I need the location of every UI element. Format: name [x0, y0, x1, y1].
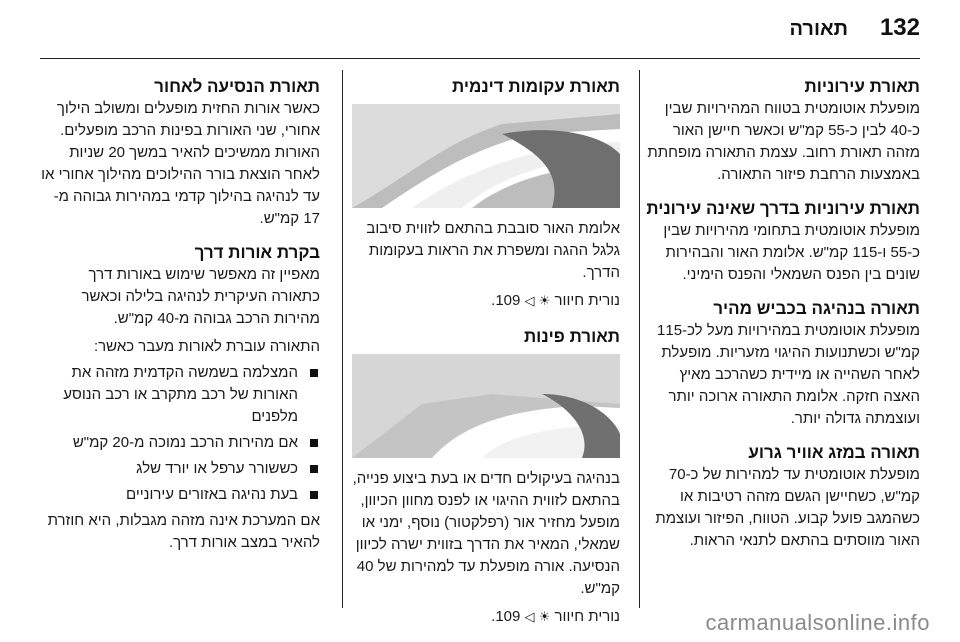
- section-high-beam-assist: [38, 242, 320, 554]
- list-item: המצלמה בשמשה הקדמית מזהה את האורות של רכב מתקרב או רכב הנוסע מלפנים: [38, 362, 320, 428]
- reference-label: נורית חיוור: [554, 292, 620, 309]
- condition-list: [38, 362, 320, 506]
- section-body: מופעלת אוטומטית בטווח המהירויות שבין כ-40 לבין כ-55 קמ"ש וכאשר חיישן האור מזהה תאורת רחוב. עצמת התאורה מופחתת באמצעות הרחבת פיזור התאורה.: [647, 100, 920, 183]
- header-divider: [40, 58, 920, 59]
- bulb-icon: ☀: [538, 293, 551, 308]
- column-right: [640, 76, 920, 564]
- reference-label: נורית חיוור: [554, 608, 620, 625]
- section-outro: אם המערכת אינה מזהה מגבלות, היא חוזרת להאיר במצב אורות דרך.: [47, 512, 320, 551]
- arrow-icon: ◁: [524, 609, 535, 624]
- section-title: תאורת עקומות דינמית: [452, 77, 620, 96]
- section-country-lighting: [640, 198, 920, 286]
- section-title: תאורה בנהיגה בכביש מהיר: [713, 299, 920, 318]
- page-header: [0, 0, 960, 62]
- section-intro: התאורה עוברת לאורות מעבר כאשר:: [94, 338, 320, 355]
- section-title: תאורת הנסיעה לאחור: [154, 77, 320, 96]
- list-item: כששורר ערפל או יורד שלג: [38, 458, 320, 480]
- section-body: מופעלת אוטומטית עד למהירות של כ-70 קמ"ש, כשחיישן הגשם מזהה רטיבות או כשהמגב פועל קבוע. הטווח, הפיזור ועוצמת האור מווסתים בהתאם לתנאי הראות.: [655, 466, 920, 549]
- list-item: אם מהירות הרכב נמוכה מ-20 קמ"ש: [38, 432, 320, 454]
- section-urban-lighting: [640, 76, 920, 186]
- section-title: תאורת עירוניות בדרך שאינה עירונית: [646, 199, 920, 218]
- list-item: בעת נהיגה באזורים עירוניים: [38, 484, 320, 506]
- page-reference: נורית חיוור ☀ ◁ 109.: [491, 292, 620, 309]
- page-reference: נורית חיוור ☀ ◁ 109.: [491, 608, 620, 625]
- section-title: תאורת עירוניות: [804, 77, 920, 96]
- section-motorway-lighting: [640, 298, 920, 430]
- cornering-light-illustration: [352, 354, 620, 458]
- dynamic-curve-light-illustration: [352, 104, 620, 208]
- section-body: כאשר אורות החזית מופעלים ומשולב הילוך אחורי, שני האורות בפינות הרכב מופעלים. האורות ממשיכים להאיר במשך 20 שניות לאחר הוצאת בורר ההילוכים מהילוך אחורי או עד לנהיגה בהילוך קדמי במהירות גבוהה מ- 17 קמ"ש.: [41, 100, 320, 227]
- column-left: [38, 76, 320, 566]
- reference-page: 109: [495, 608, 521, 625]
- section-body: מופעלת אוטומטית בתחומי מהירויות שבין כ-55 ו-115 קמ"ש. אלומת האור והבהירות שונים בין הפנס השמאלי והפנס הימיני.: [663, 222, 920, 283]
- section-title: תאורת פינות: [523, 327, 620, 346]
- page-number: 132: [879, 14, 920, 41]
- page-title: תאורה: [789, 18, 848, 40]
- section-body: מופעלת אוטומטית במהירויות מעל לכ-115 קמ"ש וכשתנועות ההיגוי מזעריות. מופעלת לאחר השהייה או מיידית כשהרכב מאיץ האצה חזקה. אלומת התאורה ארוכה יותר ועוצמתה גדולה יותר.: [657, 322, 920, 427]
- section-body: אלומת האור סובבת בהתאם לזווית סיבוב גלגל ההגה ומשפרת את הראות בעקומות הדרך.: [366, 220, 620, 281]
- section-bad-weather-lighting: [640, 442, 920, 552]
- watermark: carmanualsonline.info: [705, 610, 930, 635]
- reference-page: 109: [495, 292, 521, 309]
- arrow-icon: ◁: [524, 293, 535, 308]
- bulb-icon: ☀: [538, 609, 551, 624]
- section-body: מאפיין זה מאפשר שימוש באורות דרך כתאורה העיקרית לנהיגה בלילה וכאשר מהירות הרכב גבוהה מ-40 קמ"ש.: [81, 266, 320, 327]
- column-middle: [338, 76, 620, 628]
- section-title: תאורה במזג אוויר גרוע: [748, 443, 920, 462]
- section-title: בקרת אורות דרך: [194, 243, 320, 262]
- section-reverse-lighting: [38, 76, 320, 230]
- section-body: בנהיגה בעיקולים חדים או בעת ביצוע פנייה, בהתאם לזווית ההיגוי או לפנס מחוון הכיוון, מופעל מחזיר אור (רפלקטור) נוסף, ימני או שמאלי, המאיר את הדרך בזווית ישרה לכיוון הנסיעה. אורה מופעלת עד למהירות של 40 קמ"ש.: [352, 470, 620, 597]
